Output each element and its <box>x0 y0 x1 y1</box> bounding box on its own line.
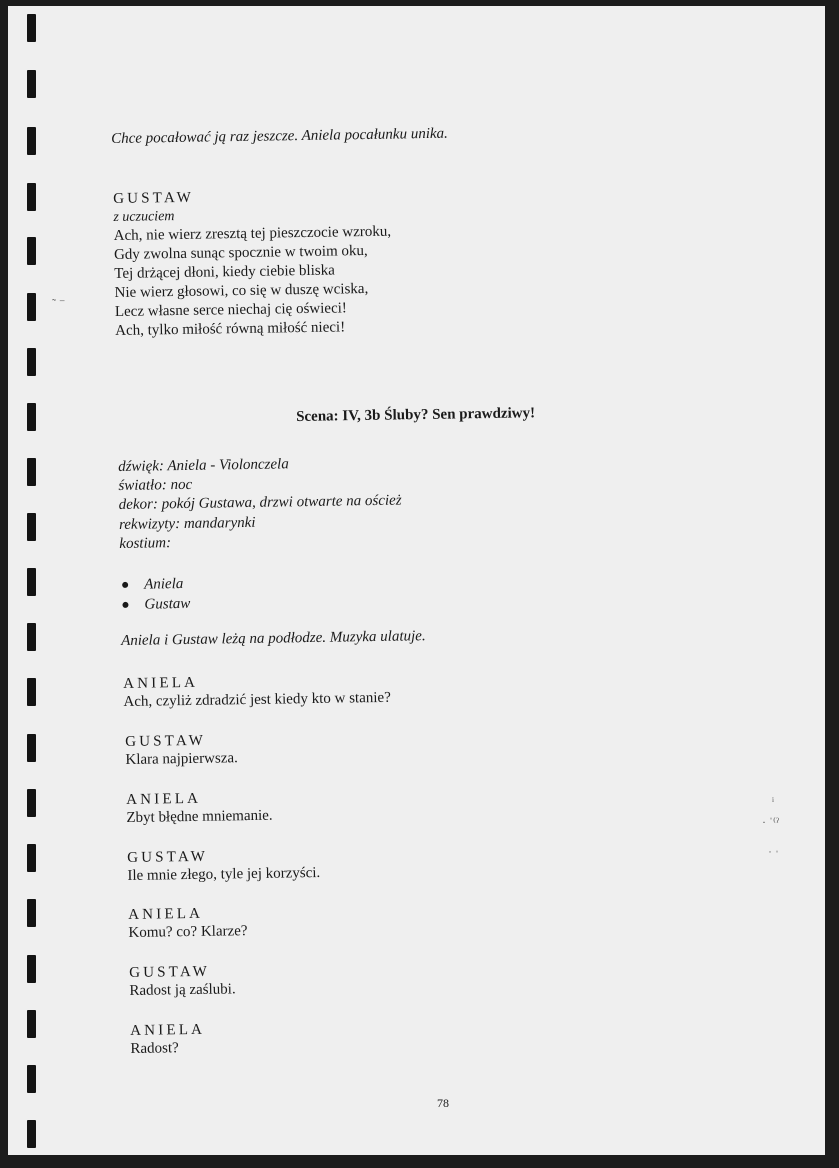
binding-hole <box>27 458 36 486</box>
binding-hole <box>27 899 36 927</box>
scene-stage-direction: Aniela i Gustaw leżą na podłodze. Muzyka ulatuje. <box>121 628 426 649</box>
dialogue-line: Komu? co? Klarze? <box>128 923 248 941</box>
binding-hole <box>27 678 36 706</box>
speaker-name: GUSTAW <box>127 848 209 866</box>
dialogue-turn <box>123 671 391 712</box>
binding-hole <box>27 844 36 872</box>
dialogue-line: Zbyt błędne mniemanie. <box>126 807 273 826</box>
verse-line: Ach, tylko miłość równą miłość nieci! <box>115 319 346 339</box>
scan-speck: ˜ ⁻ <box>52 296 66 310</box>
binding-hole <box>27 237 36 265</box>
binding-hole <box>27 513 36 541</box>
scan-speck: ᵢ <box>772 790 774 804</box>
dialogue-turn <box>130 1021 206 1059</box>
cast-list <box>120 574 190 615</box>
speech-direction: z uczuciem <box>113 209 175 225</box>
speaker-name: GUSTAW <box>113 189 195 207</box>
binding-hole <box>27 293 36 321</box>
speaker-name: ANIELA <box>130 1021 206 1039</box>
dialogue-line: Klara najpierwsza. <box>125 750 238 768</box>
binding-hole <box>27 127 36 155</box>
verse-line: Gdy zwolna sunąc spocznie w twoim oku, <box>113 243 368 263</box>
list-item <box>120 594 190 615</box>
dialogue-line: Ile mnie złego, tyle jej korzyści. <box>127 864 321 884</box>
cast-name: Aniela <box>144 576 184 593</box>
binding-hole <box>27 183 36 211</box>
meta-sound: dźwięk: Aniela - Violonczela <box>118 456 289 475</box>
binding-hole <box>27 1120 36 1148</box>
binding-hole <box>27 623 36 651</box>
binding-hole <box>27 70 36 98</box>
dialogue-line: Radost? <box>130 1040 179 1057</box>
binding-hole <box>27 568 36 596</box>
gustaw-speech <box>113 186 393 341</box>
binding-hole <box>27 1065 36 1093</box>
dialogue-turn <box>128 904 248 943</box>
cast-name: Gustaw <box>144 595 191 613</box>
dialogue-line: Ach, czyliż zdradzić jest kiedy kto w stanie? <box>123 689 391 710</box>
bullet-icon <box>122 602 128 608</box>
binding-hole <box>27 14 36 42</box>
opening-stage-direction: Chce pocałować ją raz jeszcze. Aniela pocałunku unika. <box>111 125 448 147</box>
speaker-name: ANIELA <box>128 905 204 923</box>
verse-line: Nie wierz głosowi, co się w duszę wciska, <box>114 281 369 301</box>
speaker-name: ANIELA <box>123 674 199 692</box>
verse-line: Tej drżącej dłoni, kiedy ciebie bliska <box>114 262 335 282</box>
scene-title: Scena: IV, 3b Śluby? Sen prawdziwy! <box>296 405 536 425</box>
meta-light: światło: noc <box>118 477 193 495</box>
binding-hole <box>27 734 36 762</box>
scan-speck: · ˈ⁽ˀ <box>762 815 779 829</box>
speaker-name: GUSTAW <box>129 963 211 981</box>
dialogue-turn <box>125 731 238 770</box>
verse-line: Lecz własne serce niechaj cię oświeci! <box>114 300 347 320</box>
dialogue-turn <box>129 962 236 1001</box>
scan-speck: ˙ ˈ <box>768 848 779 862</box>
binding-hole <box>27 403 36 431</box>
verse-line: Ach, nie wierz zresztą tej pieszczocie wzroku, <box>113 223 392 244</box>
binding-hole <box>27 789 36 817</box>
list-item <box>120 574 190 595</box>
dialogue-turn <box>126 789 273 828</box>
binding-hole <box>27 1010 36 1038</box>
meta-decor: dekor: pokój Gustawa, drzwi otwarte na oścież <box>118 492 402 514</box>
dialogue-turn <box>127 846 320 886</box>
binding-hole <box>27 955 36 983</box>
page-number: 78 <box>437 1096 449 1110</box>
scene-meta <box>118 454 402 554</box>
spiral-binding <box>27 0 37 1168</box>
meta-props: rekwizyty: mandarynki <box>118 514 256 533</box>
bullet-icon <box>122 582 128 588</box>
speaker-name: ANIELA <box>126 790 202 808</box>
binding-hole <box>27 348 36 376</box>
speaker-name: GUSTAW <box>125 732 207 750</box>
dialogue-line: Radost ją zaślubi. <box>129 981 236 999</box>
meta-costume: kostium: <box>119 534 172 552</box>
